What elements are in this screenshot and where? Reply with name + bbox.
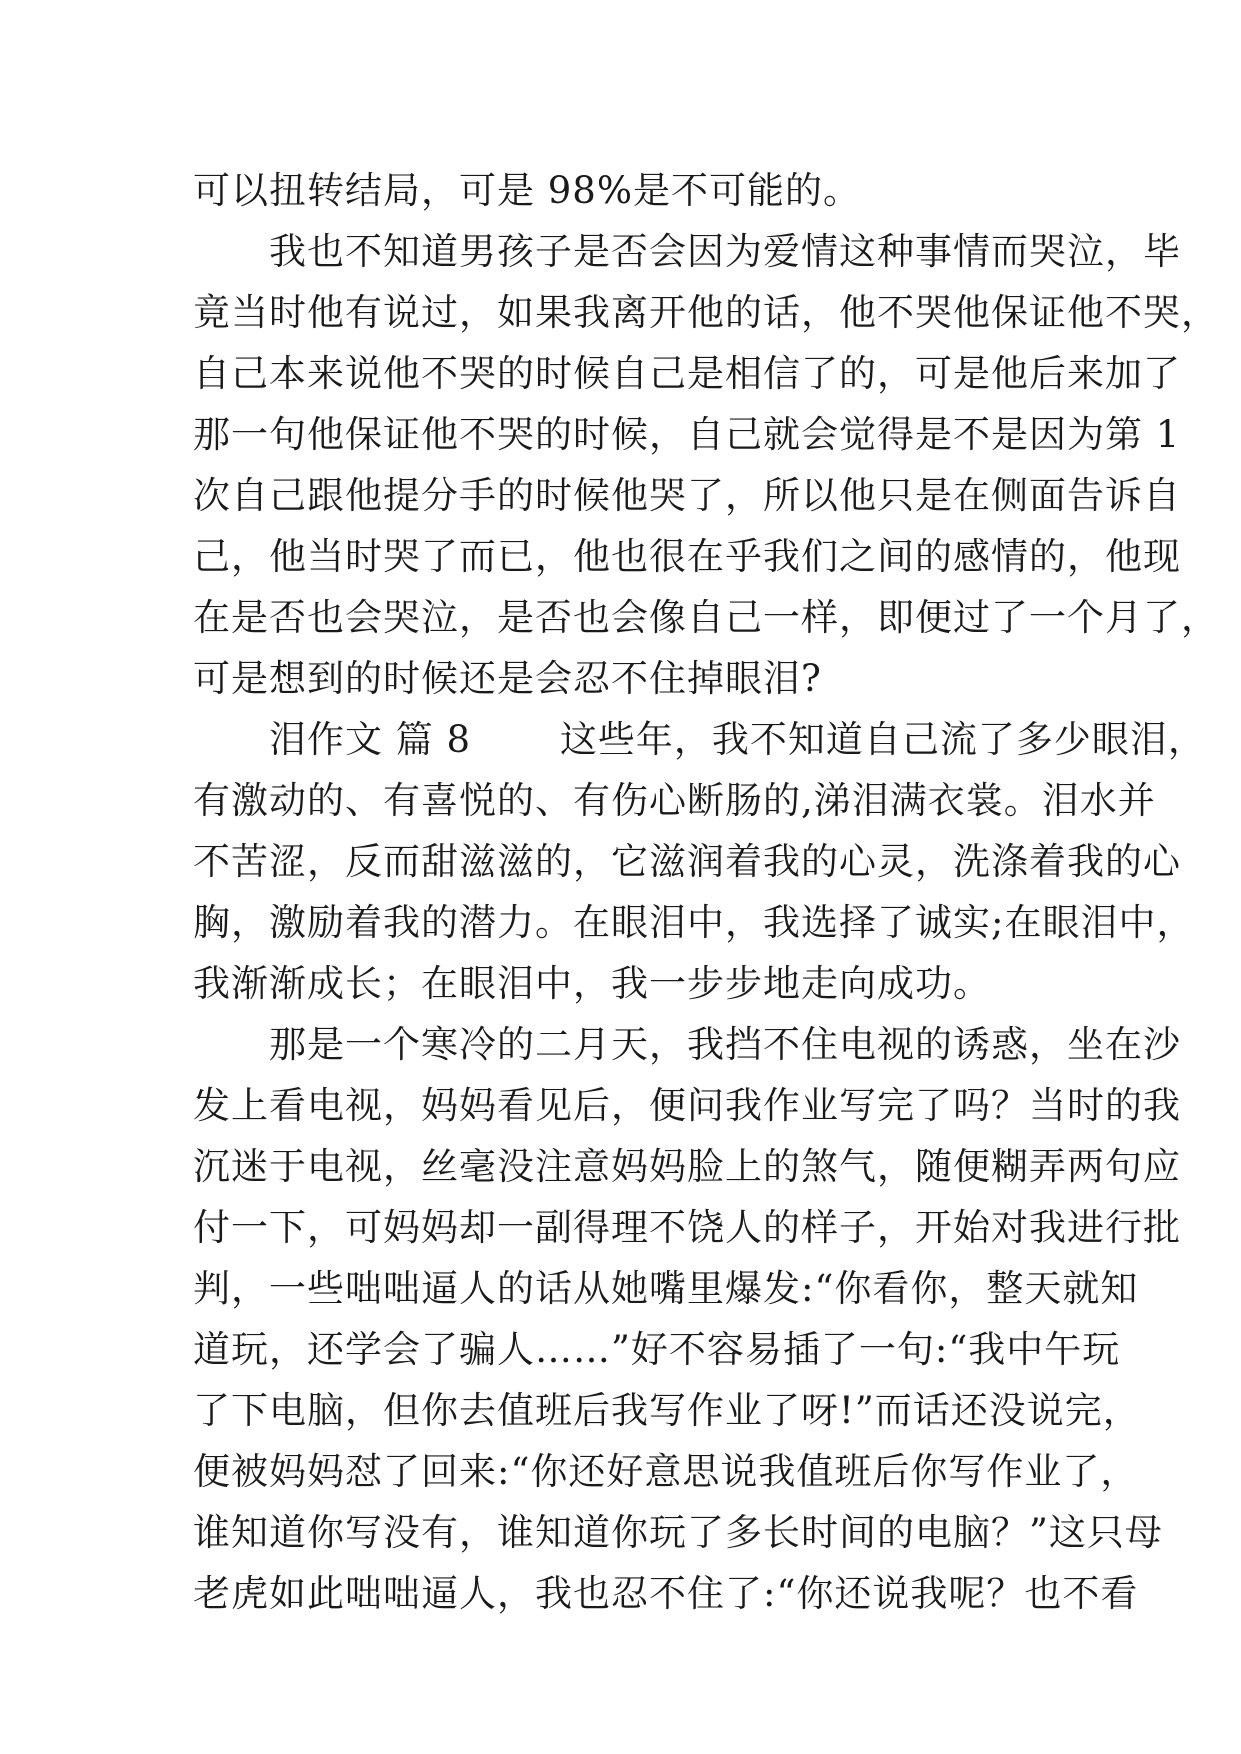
section-heading-line: 泪作文 篇 8 这些年，我不知道自己流了多少眼泪， xyxy=(193,718,1206,761)
text-line: 道玩，还学会了骗人……”好不容易插了一句:“我中午玩 xyxy=(193,1328,1121,1371)
text-line: 老虎如此咄咄逼人，我也忍不住了:“你还说我呢？也不看 xyxy=(193,1572,1139,1615)
text-line: 发上看电视，妈妈看见后，便问我作业写完了吗？当时的我 xyxy=(193,1084,1181,1127)
text-line: 沉迷于电视，丝毫没注意妈妈脸上的煞气，随便糊弄两句应 xyxy=(193,1145,1181,1188)
text-line: 谁知道你写没有，谁知道你玩了多长时间的电脑？”这只母 xyxy=(193,1511,1163,1554)
text-line: 可以扭转结局，可是 98%是不可能的。 xyxy=(193,169,861,212)
text-line: 在是否也会哭泣，是否也会像自己一样，即便过了一个月了， xyxy=(193,596,1219,639)
text-line: 己，他当时哭了而已，他也很在乎我们之间的感情的，他现 xyxy=(193,535,1181,578)
text-line: 可是想到的时候还是会忍不住掉眼泪? xyxy=(193,657,822,700)
text-line: 我渐渐成长；在眼泪中，我一步步地走向成功。 xyxy=(193,962,991,1005)
text-line: 了下电脑，但你去值班后我写作业了呀!”而话还没说完， xyxy=(193,1389,1141,1432)
text-line: 不苦涩，反而甜滋滋的，它滋润着我的心灵，洗涤着我的心 xyxy=(193,840,1181,883)
text-line: 自己本来说他不哭的时候自己是相信了的，可是他后来加了 xyxy=(193,352,1181,395)
text-line: 便被妈妈怼了回来:“你还好意思说我值班后你写作业了， xyxy=(193,1450,1139,1493)
text-line: 次自己跟他提分手的时候他哭了，所以他只是在侧面告诉自 xyxy=(193,474,1181,517)
text-line: 判，一些咄咄逼人的话从她嘴里爆发:“你看你，整天就知 xyxy=(193,1267,1139,1310)
text-line: 竟当时他有说过，如果我离开他的话，他不哭他保证他不哭， xyxy=(193,291,1219,334)
body-text xyxy=(193,160,1219,1624)
text-line: 那一句他保证他不哭的时候，自己就会觉得是不是因为第 1 xyxy=(193,413,1181,456)
text-line: 我也不知道男孩子是否会因为爱情这种事情而哭泣，毕 xyxy=(193,230,1181,273)
text-line: 付一下，可妈妈却一副得理不饶人的样子，开始对我进行批 xyxy=(193,1206,1181,1249)
text-line: 那是一个寒冷的二月天，我挡不住电视的诱惑，坐在沙 xyxy=(193,1023,1181,1066)
text-line: 有激动的、有喜悦的、有伤心断肠的,涕泪满衣裳。泪水并 xyxy=(193,779,1156,822)
text-line: 胸，激励着我的潜力。在眼泪中，我选择了诚实;在眼泪中， xyxy=(193,901,1195,944)
